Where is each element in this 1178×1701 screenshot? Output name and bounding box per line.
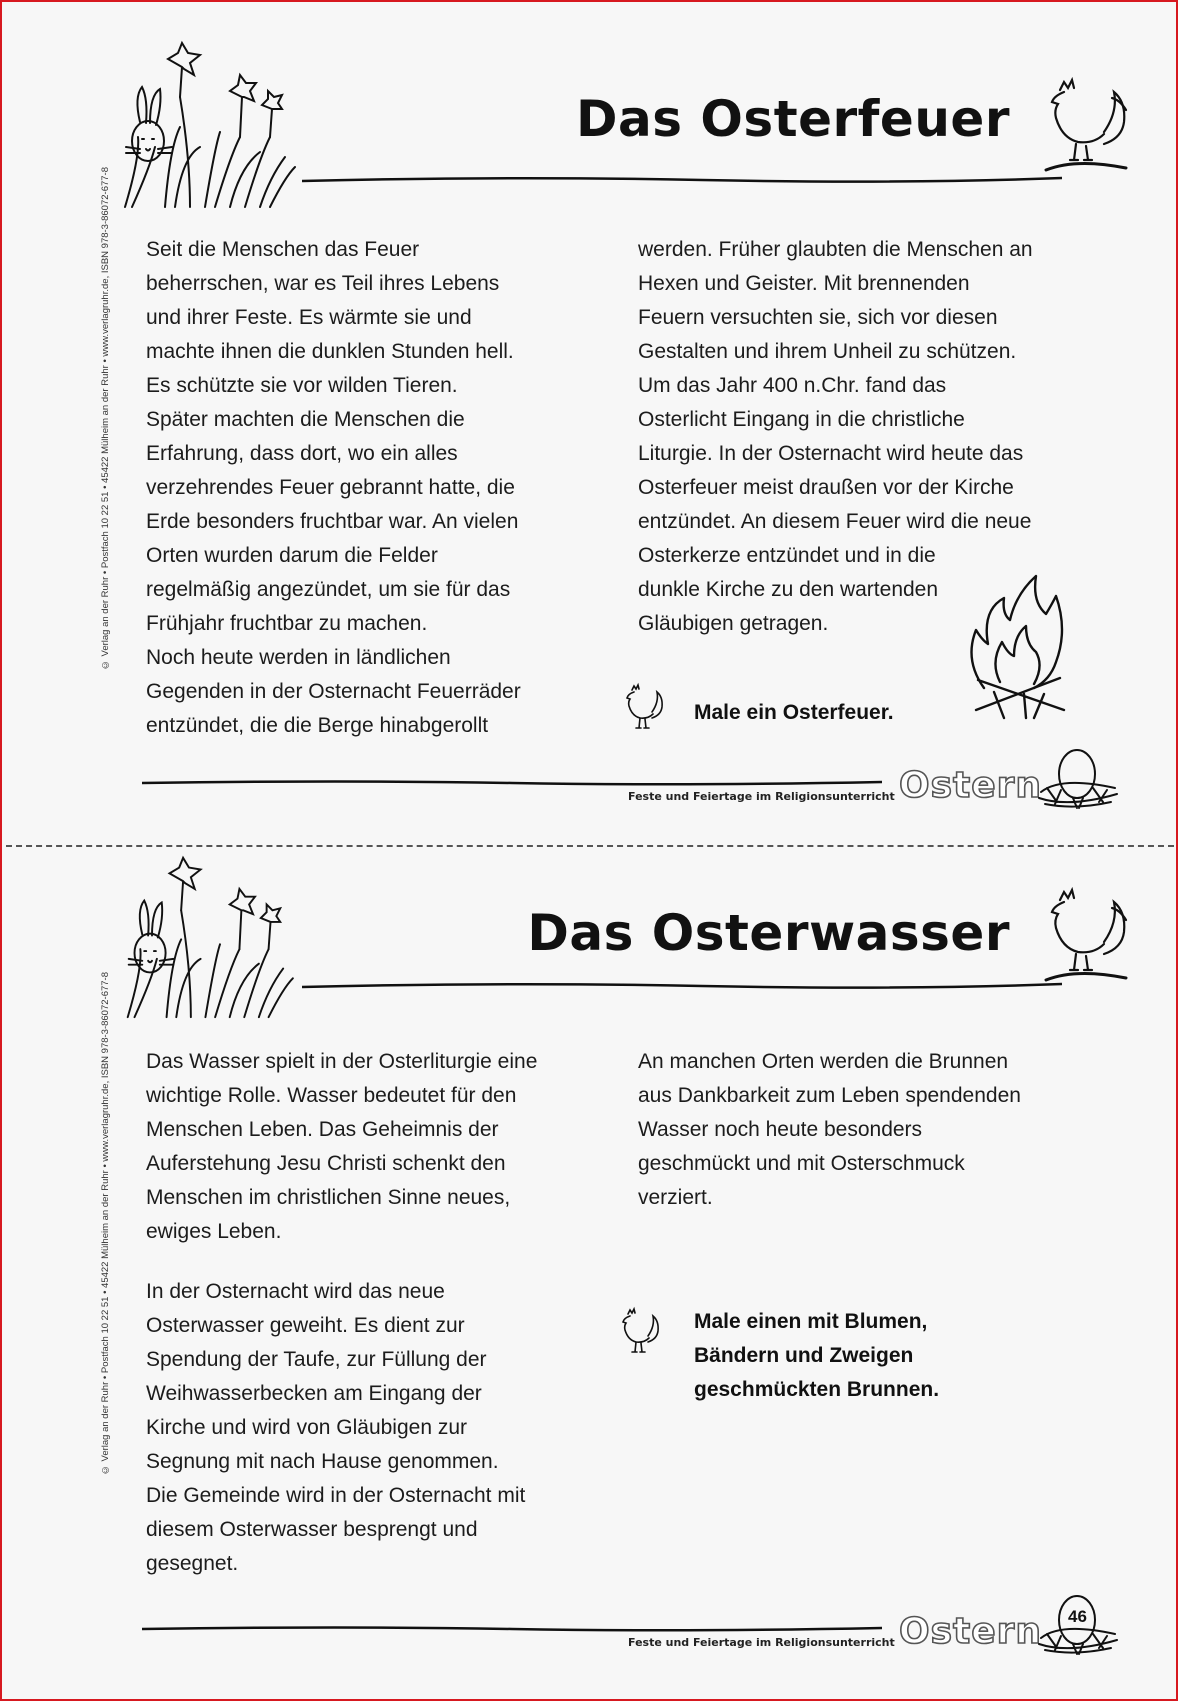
paragraph bbox=[638, 1045, 1088, 1215]
rooster-icon bbox=[1042, 880, 1137, 990]
text-line: Seit die Menschen das Feuer bbox=[146, 238, 420, 261]
page-title: Das Osterwasser bbox=[527, 904, 1010, 962]
brand-logo-ostern: Ostern bbox=[899, 1611, 1043, 1652]
text-line: Kirche und wird von Gläubigen zur bbox=[146, 1416, 468, 1439]
text-line: beherrschen, war es Teil ihres Lebens bbox=[146, 272, 500, 295]
series-title: Feste und Feiertage im Religionsunterricht bbox=[628, 790, 895, 803]
text-line: aus Dankbarkeit zum Leben spendenden bbox=[638, 1084, 1021, 1107]
cut-line bbox=[6, 845, 1174, 847]
text-line: Noch heute werden in ländlichen bbox=[146, 646, 451, 669]
paragraph bbox=[146, 233, 586, 743]
text-line: dunkle Kirche zu den wartenden bbox=[638, 578, 939, 601]
copyright-note: © Verlag an der Ruhr • Postfach 10 22 51 • 45422 Mülheim an der Ruhr • www.verlagruhr.de, ISBN 978-3-86072-677-8 bbox=[100, 167, 111, 671]
text-line: Segnung mit nach Hause genommen. bbox=[146, 1450, 499, 1473]
text-line: Orten wurden darum die Felder bbox=[146, 544, 438, 567]
task-instruction bbox=[694, 1305, 939, 1407]
text-line: geschmückt und mit Osterschmuck bbox=[638, 1152, 965, 1175]
text-line: Die Gemeinde wird in der Osternacht mit bbox=[146, 1484, 526, 1507]
text-column-left bbox=[146, 233, 586, 743]
small-rooster-icon bbox=[622, 682, 666, 734]
text-line: und ihrer Feste. Es wärmte sie und bbox=[146, 306, 472, 329]
text-line: regelmäßig angezündet, um sie für das bbox=[146, 578, 511, 601]
campfire-icon bbox=[964, 570, 1074, 720]
task-instruction bbox=[694, 696, 894, 730]
text-line: In der Osternacht wird das neue bbox=[146, 1280, 445, 1303]
text-line: verzehrendes Feuer gebrannt hatte, die bbox=[146, 476, 515, 499]
text-line: Spendung der Taufe, zur Füllung der bbox=[146, 1348, 487, 1371]
header-rule bbox=[302, 980, 1062, 992]
text-line: Das Wasser spielt in der Osterliturgie eine bbox=[146, 1050, 538, 1073]
text-line: Osterkerze entzündet und in die bbox=[638, 544, 936, 567]
small-rooster-icon bbox=[618, 1306, 662, 1358]
text-line: Auferstehung Jesu Christi schenkt den bbox=[146, 1152, 506, 1175]
footer-rule bbox=[142, 778, 882, 788]
text-line: werden. Früher glaubten die Menschen an bbox=[638, 238, 1033, 261]
text-line: Osterlicht Eingang in die christliche bbox=[638, 408, 965, 431]
text-line: Frühjahr fruchtbar zu machen. bbox=[146, 612, 428, 635]
series-title: Feste und Feiertage im Religionsunterricht bbox=[628, 1636, 895, 1649]
meadow-bunny-illustration bbox=[120, 852, 320, 1022]
text-line: Weihwasserbecken am Eingang der bbox=[146, 1382, 482, 1405]
text-line: diesem Osterwasser besprengt und bbox=[146, 1518, 478, 1541]
meadow-bunny-illustration bbox=[120, 37, 320, 212]
text-line: Hexen und Geister. Mit brennenden bbox=[638, 272, 970, 295]
text-line: Gläubigen getragen. bbox=[638, 612, 829, 635]
task-line: Male ein Osterfeuer. bbox=[694, 701, 894, 724]
paragraph bbox=[146, 1045, 596, 1249]
page-title: Das Osterfeuer bbox=[576, 90, 1010, 148]
text-column-left bbox=[146, 1045, 596, 1581]
header-rule bbox=[302, 174, 1062, 186]
text-line: entzündet, die die Berge hinabgerollt bbox=[146, 714, 489, 737]
text-line: Osterwasser geweiht. Es dient zur bbox=[146, 1314, 465, 1337]
footer-rule bbox=[142, 1624, 882, 1634]
text-line: ewiges Leben. bbox=[146, 1220, 282, 1243]
text-line: Menschen Leben. Das Geheimnis der bbox=[146, 1118, 499, 1141]
text-line: Menschen im christlichen Sinne neues, bbox=[146, 1186, 511, 1209]
text-line: wichtige Rolle. Wasser bedeutet für den bbox=[146, 1084, 517, 1107]
text-line: Feuern versuchten sie, sich vor diesen bbox=[638, 306, 998, 329]
text-line: gesegnet. bbox=[146, 1552, 239, 1575]
paragraph bbox=[146, 1275, 596, 1581]
text-line: Um das Jahr 400 n.Chr. fand das bbox=[638, 374, 947, 397]
egg-nest-icon bbox=[1037, 742, 1123, 812]
text-line: machte ihnen die dunklen Stunden hell. bbox=[146, 340, 514, 363]
text-line: Gegenden in der Osternacht Feuerräder bbox=[146, 680, 521, 703]
text-line: Gestalten und ihrem Unheil zu schützen. bbox=[638, 340, 1017, 363]
page-number: 46 bbox=[1068, 1607, 1087, 1626]
text-line: entzündet. An diesem Feuer wird die neue bbox=[638, 510, 1032, 533]
text-line: Erde besonders fruchtbar war. An vielen bbox=[146, 510, 519, 533]
text-line: Später machten die Menschen die bbox=[146, 408, 465, 431]
text-line: Wasser noch heute besonders bbox=[638, 1118, 923, 1141]
rooster-icon bbox=[1042, 70, 1137, 180]
task-line: Bändern und Zweigen bbox=[694, 1344, 914, 1367]
card-osterfeuer bbox=[2, 2, 1178, 842]
brand-logo-ostern: Ostern bbox=[899, 765, 1043, 806]
copyright-note: © Verlag an der Ruhr • Postfach 10 22 51 • 45422 Mülheim an der Ruhr • www.verlagruhr.de, ISBN 978-3-86072-677-8 bbox=[100, 972, 111, 1476]
task-line: geschmückten Brunnen. bbox=[694, 1378, 940, 1401]
text-line: An manchen Orten werden die Brunnen bbox=[638, 1050, 1009, 1073]
text-column-right bbox=[638, 1045, 1088, 1215]
card-osterwasser bbox=[2, 852, 1178, 1701]
text-line: Liturgie. In der Osternacht wird heute das bbox=[638, 442, 1024, 465]
text-line: Es schützte sie vor wilden Tieren. bbox=[146, 374, 458, 397]
task-line: Male einen mit Blumen, bbox=[694, 1310, 928, 1333]
text-line: Osterfeuer meist draußen vor der Kirche bbox=[638, 476, 1014, 499]
text-line: Erfahrung, dass dort, wo ein alles bbox=[146, 442, 458, 465]
text-line: verziert. bbox=[638, 1186, 713, 1209]
